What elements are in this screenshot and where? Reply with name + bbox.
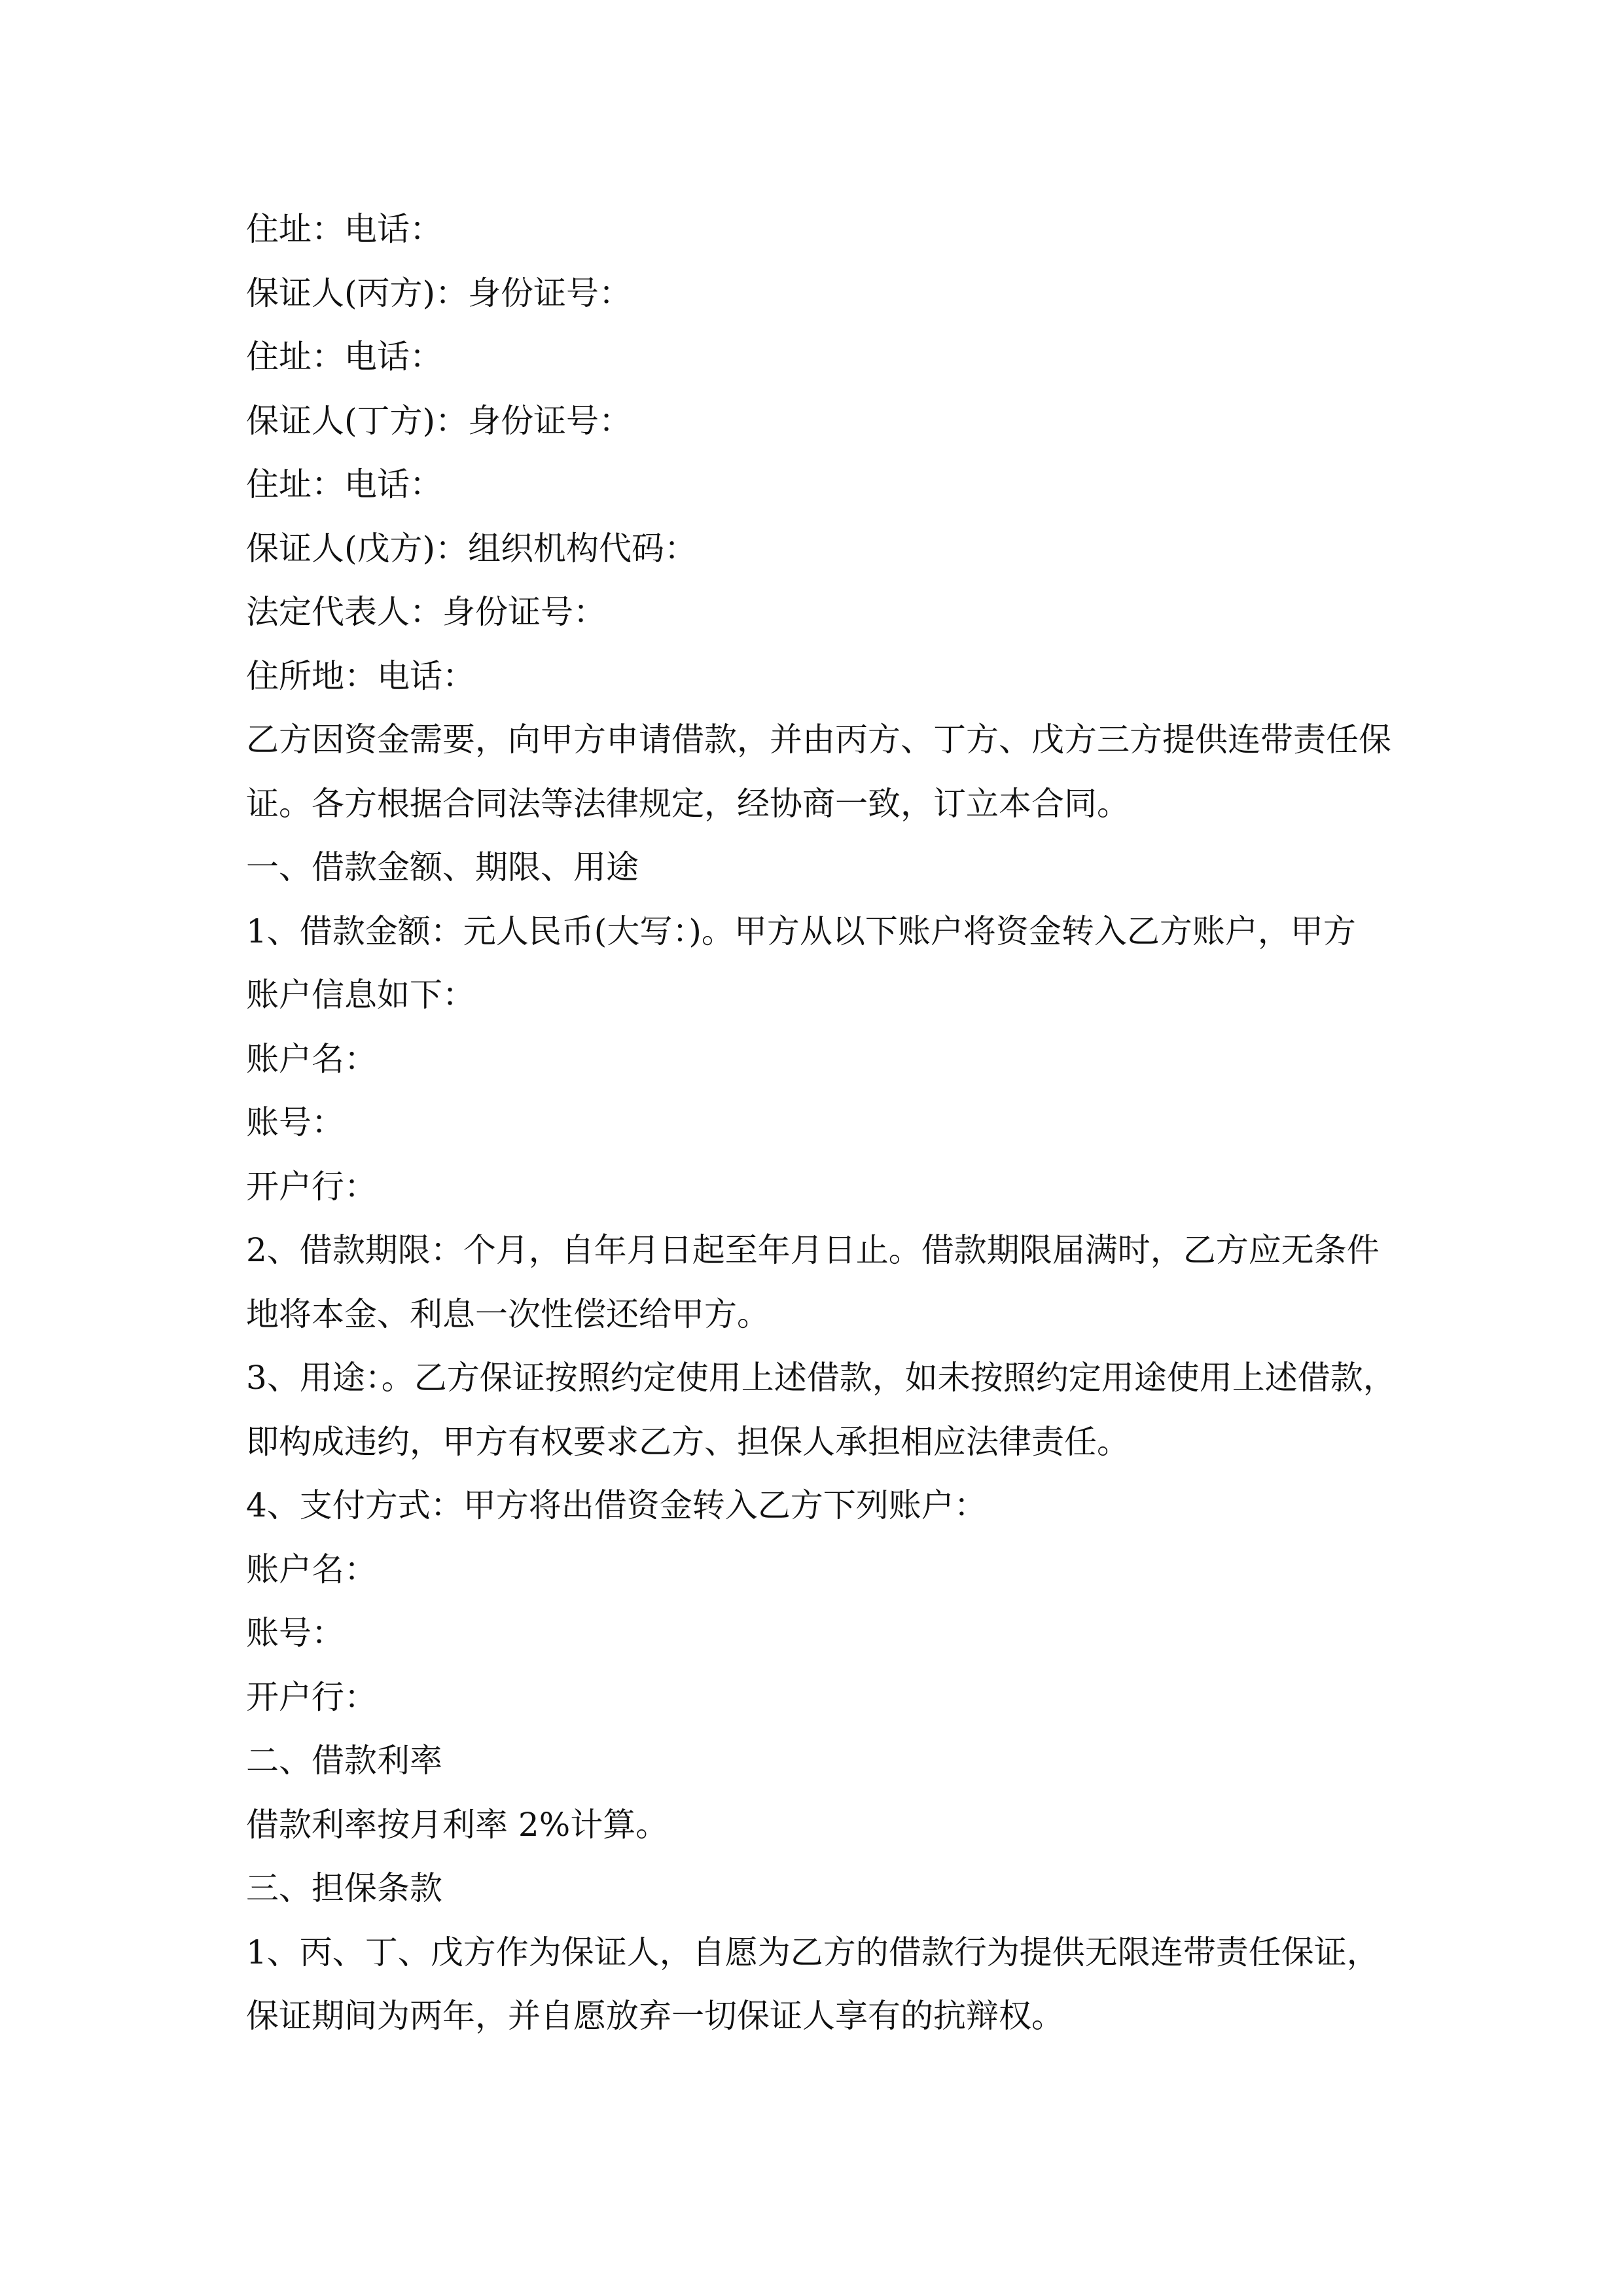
paragraph-line: 地将本金、利息一次性偿还给甲方。	[246, 1295, 770, 1333]
paragraph-line: 1、丙、丁、戊方作为保证人，自愿为乙方的借款行为提供无限连带责任保证，	[246, 1933, 1380, 1971]
text-line: 住所地：电话：	[246, 656, 475, 695]
paragraph-line: 1、借款金额：元人民币(大写：)。甲方从以下账户将资金转入乙方账户，甲方	[246, 912, 1356, 950]
text-line: 账号：	[246, 1614, 344, 1652]
text-line: 住址：电话：	[246, 210, 442, 248]
text-line: 账户名：	[246, 1550, 377, 1588]
paragraph-line: 4、支付方式：甲方将出借资金转入乙方下列账户：	[246, 1486, 987, 1524]
document-body	[246, 198, 1396, 2049]
paragraph-line: 乙方因资金需要，向甲方申请借款，并由丙方、丁方、戊方三方提供连带责任保	[246, 721, 1391, 759]
text-line: 法定代表人：身份证号：	[246, 593, 606, 631]
text-line: 保证人(丙方)：身份证号：	[246, 274, 632, 312]
paragraph-line: 账户信息如下：	[246, 976, 475, 1014]
section-heading: 三、担保条款	[246, 1869, 442, 1907]
paragraph-line: 即构成违约，甲方有权要求乙方、担保人承担相应法律责任。	[246, 1422, 1130, 1461]
paragraph-line: 3、用途：。乙方保证按照约定使用上述借款，如未按照约定用途使用上述借款，	[246, 1359, 1396, 1397]
text-line: 账号：	[246, 1103, 344, 1141]
text-line: 住址：电话：	[246, 465, 442, 503]
text-line: 开户行：	[246, 1167, 377, 1206]
section-heading: 二、借款利率	[246, 1742, 442, 1780]
text-line: 保证人(丁方)：身份证号：	[246, 401, 632, 440]
text-line: 住址：电话：	[246, 338, 442, 376]
text-line: 保证人(戊方)：组织机构代码：	[246, 529, 698, 567]
paragraph-line: 2、借款期限：个月，自年月日起至年月日止。借款期限届满时，乙方应无条件	[246, 1231, 1380, 1269]
text-line: 开户行：	[246, 1677, 377, 1716]
paragraph-line: 保证期间为两年，并自愿放弃一切保证人享有的抗辩权。	[246, 1997, 1064, 2035]
text-line: 账户名：	[246, 1039, 377, 1078]
paragraph-line: 证。各方根据合同法等法律规定，经协商一致，订立本合同。	[246, 784, 1130, 823]
paragraph-line: 借款利率按月利率 2%计算。	[246, 1805, 669, 1844]
section-heading: 一、借款金额、期限、用途	[246, 848, 639, 886]
